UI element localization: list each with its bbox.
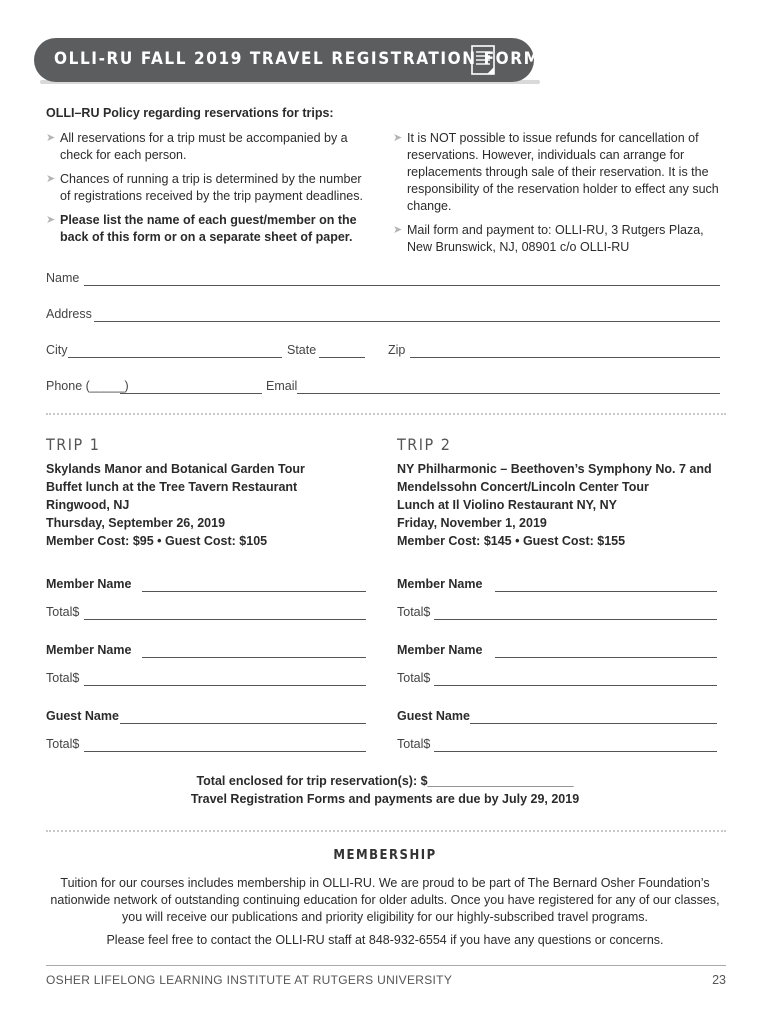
due-date-notice: Travel Registration Forms and payments are due by July 29, 2019 — [190, 792, 580, 806]
section-divider — [46, 830, 726, 832]
trip-2-title: TRIP 2 — [397, 435, 452, 454]
trip-2-total-label: Total$ — [397, 737, 431, 751]
trip-2-details: NY Philharmonic – Beethoven’s Symphony No. 7 and Mendelssohn Concert/Lincoln Center Tour Lunch at Il Violino Restaurant NY, NY Friday, November 1, 2019 Member Cost: $145 • Guest Cost: $155 — [397, 462, 712, 548]
trip-1-member-name-label: Member Name — [46, 643, 132, 657]
trip-2-total-field[interactable] — [434, 685, 717, 686]
email-label: Email — [266, 379, 298, 393]
zip-label: Zip — [388, 343, 406, 357]
trip-1-member-name-field[interactable] — [142, 591, 366, 592]
policy-heading: OLLI–RU Policy regarding reservations for trips: — [46, 106, 334, 120]
name-label: Name — [46, 271, 80, 285]
trip-1-total-field[interactable] — [84, 619, 366, 620]
trip-1-total-label: Total$ — [46, 671, 80, 685]
trip-2-total-label: Total$ — [397, 671, 431, 685]
policy-item: ➤ Please list the name of each guest/member on the back of this form or on a separate sheet of paper. — [46, 213, 357, 244]
footer-institution: OSHER LIFELONG LEARNING INSTITUTE AT RUTGERS UNIVERSITY — [46, 973, 453, 987]
trip-1-title: TRIP 1 — [46, 435, 101, 454]
arrow-bullet-icon: ➤ — [46, 214, 56, 226]
section-divider — [46, 413, 726, 415]
email-field[interactable] — [297, 393, 720, 394]
state-label: State — [287, 343, 317, 357]
city-label: City — [46, 343, 68, 357]
city-field[interactable] — [68, 357, 282, 358]
page-number: 23 — [712, 973, 726, 987]
arrow-bullet-icon: ➤ — [393, 132, 403, 144]
arrow-bullet-icon: ➤ — [46, 132, 56, 144]
trip-2-member-name-field[interactable] — [495, 591, 717, 592]
trip-1-member-name-field[interactable] — [142, 657, 366, 658]
header-banner — [34, 38, 541, 82]
trip-1-total-label: Total$ — [46, 605, 80, 619]
trip-2-total-field[interactable] — [434, 751, 717, 752]
policy-item: ➤ All reservations for a trip must be accompanied by a check for each person. — [46, 131, 348, 162]
address-label: Address — [46, 307, 92, 321]
membership-paragraph: Tuition for our courses includes membership in OLLI-RU. We are proud to be part of The Bernard Osher Foundation’s nationwide network of outstanding continuing education for older adults. Once you have registered for any of our classes, you will receive our publications and priority eligibility for our highly-subscribed travel programs. — [50, 876, 720, 924]
arrow-bullet-icon: ➤ — [46, 173, 56, 185]
zip-field[interactable] — [410, 357, 720, 358]
page-title: OLLI-RU FALL 2019 TRAVEL REGISTRATION FORM — [54, 49, 541, 69]
policy-item: ➤ Chances of running a trip is determined by the number of registrations received by the trip payment deadlines. — [46, 172, 363, 203]
name-field[interactable] — [84, 285, 720, 286]
trip-2-guest-name-label: Guest Name — [397, 709, 470, 723]
membership-title: MEMBERSHIP — [333, 848, 437, 863]
policy-item: ➤ Mail form and payment to: OLLI-RU, 3 Rutgers Plaza, New Brunswick, NJ, 08901 c/o OLLI-RU — [393, 223, 704, 254]
address-field[interactable] — [94, 321, 720, 322]
trip-2-member-name-label: Member Name — [397, 577, 483, 591]
total-enclosed: Total enclosed for trip reservation(s): $_____________________ — [196, 774, 574, 788]
trip-2-total-field[interactable] — [434, 619, 717, 620]
trip-2-guest-name-field[interactable] — [470, 723, 717, 724]
trip-1-guest-name-label: Guest Name — [46, 709, 119, 723]
state-field[interactable] — [319, 357, 365, 358]
footer-rule — [46, 965, 726, 966]
trip-1-details: Skylands Manor and Botanical Garden Tour Buffet lunch at the Tree Tavern Restaurant Ringwood, NJ Thursday, September 26, 2019 Member Cost: $95 • Guest Cost: $105 — [46, 462, 305, 548]
phone-field[interactable] — [120, 393, 262, 394]
trip-1-total-field[interactable] — [84, 751, 366, 752]
phone-label: Phone (_____) — [46, 379, 129, 393]
trip-2-total-label: Total$ — [397, 605, 431, 619]
policy-item: ➤ It is NOT possible to issue refunds for cancellation of reservations. However, individuals can arrange for replacements through sale of their reservation. It is the responsibility of the reservation holder to effect any such change. — [393, 131, 719, 213]
trip-2-member-name-label: Member Name — [397, 643, 483, 657]
arrow-bullet-icon: ➤ — [393, 224, 403, 236]
trip-2-member-name-field[interactable] — [495, 657, 717, 658]
document-icon — [470, 44, 498, 76]
trip-1-total-field[interactable] — [84, 685, 366, 686]
trip-1-guest-name-field[interactable] — [120, 723, 366, 724]
trip-1-member-name-label: Member Name — [46, 577, 132, 591]
trip-1-total-label: Total$ — [46, 737, 80, 751]
contact-note: Please feel free to contact the OLLI-RU staff at 848-932-6554 if you have any questions or concerns. — [106, 933, 664, 947]
